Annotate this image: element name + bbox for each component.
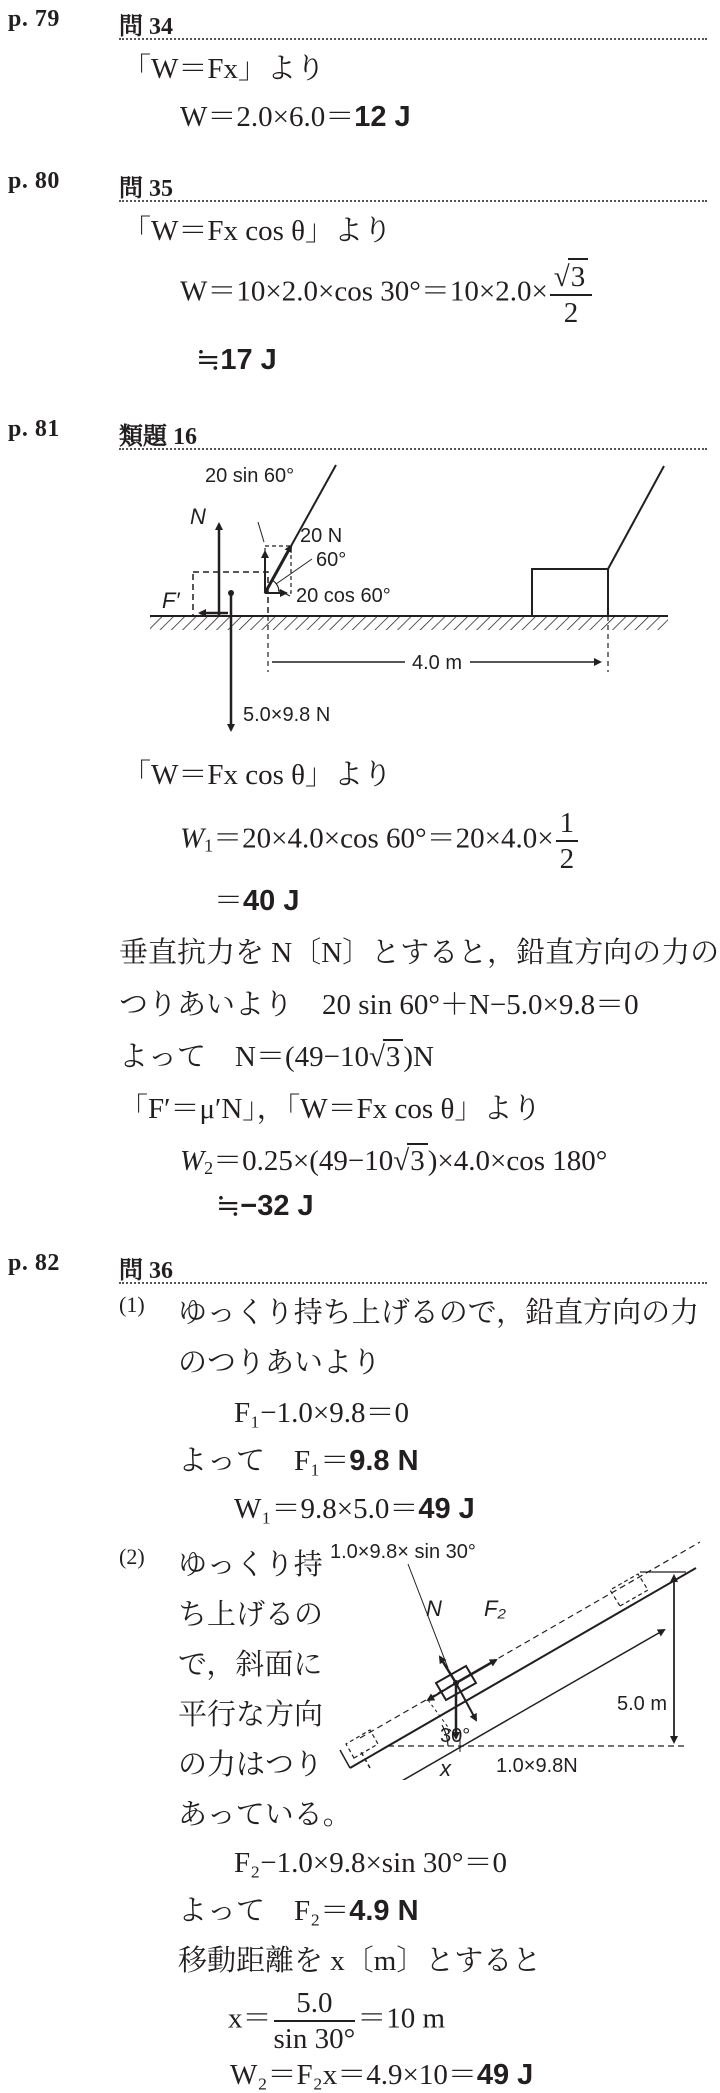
label-incline-weight: 1.0×9.8N: [496, 1755, 578, 1777]
s16-w1-fraction: [556, 806, 579, 876]
s34-answer: 12 J: [354, 101, 411, 133]
dotted-divider: [119, 38, 707, 40]
label-20N: 20 N: [300, 525, 343, 547]
s36-part1-line1: ゆっくり持ち上げるので，鉛直方向の力: [178, 1297, 700, 1329]
s16-w2-expr-a: ＝0.25×(49−10: [213, 1145, 394, 1177]
floor-hatch: [150, 616, 668, 630]
label-60deg: 60°: [316, 549, 347, 571]
s36-w1-answer: 49 J: [418, 1493, 475, 1525]
s36-part1-number: (1): [119, 1292, 145, 1317]
s36-x-fraction: [274, 1986, 356, 2056]
s35-approx: ≒: [196, 344, 221, 376]
label-incline-top: 1.0×9.8× sin 30°: [330, 1541, 476, 1563]
rope-end: [608, 466, 664, 569]
page-ref-81: p. 81: [8, 416, 60, 442]
label-20sin60: 20 sin 60°: [205, 465, 295, 487]
problem-16-title: 類題 16: [119, 424, 197, 450]
s16-w2-approx: ≒: [216, 1190, 241, 1222]
s36-w1-expr: W₁＝9.8×5.0＝: [234, 1493, 419, 1525]
page-ref-79: p. 79: [8, 6, 60, 32]
s35-fraction: $\frac{√3}{2}$: [550, 258, 592, 330]
s35-answer: 17 J: [220, 344, 277, 376]
s36-part2-number: (2): [119, 1544, 145, 1569]
label-weight: 5.0×9.8 N: [243, 704, 331, 726]
s16-w2-expr-b: )×4.0×cos 180°: [427, 1145, 608, 1177]
s16-w1-equation: [180, 806, 580, 876]
s36-part2-line: ち上げるの: [178, 1599, 324, 1631]
s16-paragraph-4: 「F′＝μ′N」，「W＝Fx cos θ」より: [119, 1093, 542, 1125]
f2-arrow: [456, 1660, 496, 1683]
s36-answer1: 9.8 N: [349, 1445, 419, 1477]
s16-frac-den: 2: [559, 843, 575, 875]
s16-paragraph-2: つりあいより 20 sin 60°＋N−5.0×9.8＝0: [119, 989, 639, 1021]
s36-eq2: F₂−1.0×9.8×sin 30°＝0: [234, 1847, 507, 1879]
s16-w2-subscript: 2: [204, 1158, 214, 1178]
s36-x-rhs: ＝10 m: [357, 2002, 446, 2035]
s16-w1-subscript: 1: [204, 835, 214, 856]
s16-p3-a: よって N＝(49−10: [119, 1041, 369, 1073]
s16-frac-num: 1: [556, 806, 579, 842]
s35-frac-den: 2: [563, 297, 579, 329]
s34-intro: 「W＝Fx」より: [122, 53, 326, 85]
s36-part2-line: 平行な方向: [178, 1699, 324, 1731]
label-incline-N: N: [426, 1596, 442, 1621]
s36-yotte1: よって F₁＝: [178, 1445, 350, 1477]
s34-equation: [180, 94, 411, 135]
s16-w1-result: [214, 878, 299, 919]
label-height: 5.0 m: [616, 1693, 667, 1715]
s16-w2-radicand: 3: [407, 1143, 428, 1178]
problem-36-title: 問 36: [119, 1258, 173, 1284]
label-30deg: 30°: [440, 1725, 471, 1747]
incline-surface: [350, 1568, 696, 1768]
s36-w2-answer: 49 J: [476, 2059, 534, 2091]
s36-x-equation: [228, 1986, 445, 2056]
s36-result2: [178, 1888, 419, 1929]
s36-x-num: 5.0: [274, 1986, 356, 2022]
s16-w1-symbol: W: [180, 822, 205, 855]
s36-part1-line2: のつりあいより: [178, 1347, 382, 1379]
s16-paragraph-3: よって N＝(49−10√3 )N: [119, 1041, 434, 1073]
s34-eq-text: W＝2.0×6.0＝: [180, 101, 355, 133]
s36-w2: [230, 2052, 533, 2093]
s35-frac-num: 3: [568, 258, 589, 294]
s36-part2-line: の力はつり: [178, 1749, 324, 1781]
dotted-divider: [119, 200, 707, 202]
s36-part2-line: で，斜面に: [178, 1649, 323, 1681]
s16-p3-b: )N: [403, 1041, 434, 1073]
s35-intro: 「W＝Fx cos θ」より: [122, 215, 393, 247]
s36-x-den: sin 30°: [273, 2023, 356, 2055]
label-x: x: [440, 1756, 451, 1780]
problem-34-title: 問 34: [119, 14, 173, 40]
s35-eq-text: W＝10×2.0×cos 30°＝10×2.0×: [180, 275, 548, 308]
s36-w2-expr: W₂＝F₂x＝4.9×10＝: [230, 2059, 477, 2091]
force-diagram-floor: [0, 450, 720, 740]
label-N: N: [190, 504, 206, 529]
page-ref-80: p. 80: [8, 168, 60, 194]
s36-x-lhs: x＝: [228, 2002, 272, 2035]
s16-p3-radicand: 3: [383, 1039, 404, 1074]
label-incline-F2: F₂: [484, 1596, 506, 1621]
s16-w2-answer: −32 J: [240, 1190, 314, 1222]
s16-w1-answer: 40 J: [243, 885, 300, 917]
s36-part2-line: ゆっくり持: [178, 1549, 323, 1581]
s35-result: [196, 342, 277, 377]
label-F-prime: F′: [162, 588, 180, 613]
s36-move-text: 移動距離を x〔m〕とすると: [178, 1945, 542, 1977]
s36-part2-line: あっている。: [178, 1799, 352, 1831]
problem-35-title: 問 35: [119, 176, 173, 202]
s16-w2-result: [216, 1188, 314, 1223]
page-ref-82: p. 82: [8, 1250, 60, 1276]
s36-part2-text: [178, 1540, 352, 1840]
label-distance: 4.0 m: [412, 652, 463, 674]
s16-w1-expr: ＝20×4.0×cos 60°＝20×4.0×: [213, 822, 554, 855]
s16-w2-symbol: W: [180, 1145, 205, 1177]
s36-eq1: F₁−1.0×9.8＝0: [234, 1397, 409, 1429]
s16-w1-eqsign: ＝: [214, 885, 244, 917]
s36-yotte2: よって F₂＝: [178, 1895, 350, 1927]
s16-paragraph-1: 垂直抗力を N〔N〕とすると，鉛直方向の力の: [119, 937, 720, 969]
dotted-divider: [119, 1282, 707, 1284]
label-20cos60: 20 cos 60°: [296, 585, 391, 607]
s35-equation: [180, 258, 594, 330]
s16-intro: 「W＝Fx cos θ」より: [122, 759, 393, 791]
force-diagram-incline: [330, 1520, 715, 1780]
s36-result1: [178, 1438, 419, 1479]
block-end: [532, 569, 608, 616]
s16-w2-equation: $W_2=0.25\times(49-10√3$ )×4.0×cos 180°: [180, 1145, 608, 1178]
s36-answer2: 4.9 N: [349, 1895, 419, 1927]
